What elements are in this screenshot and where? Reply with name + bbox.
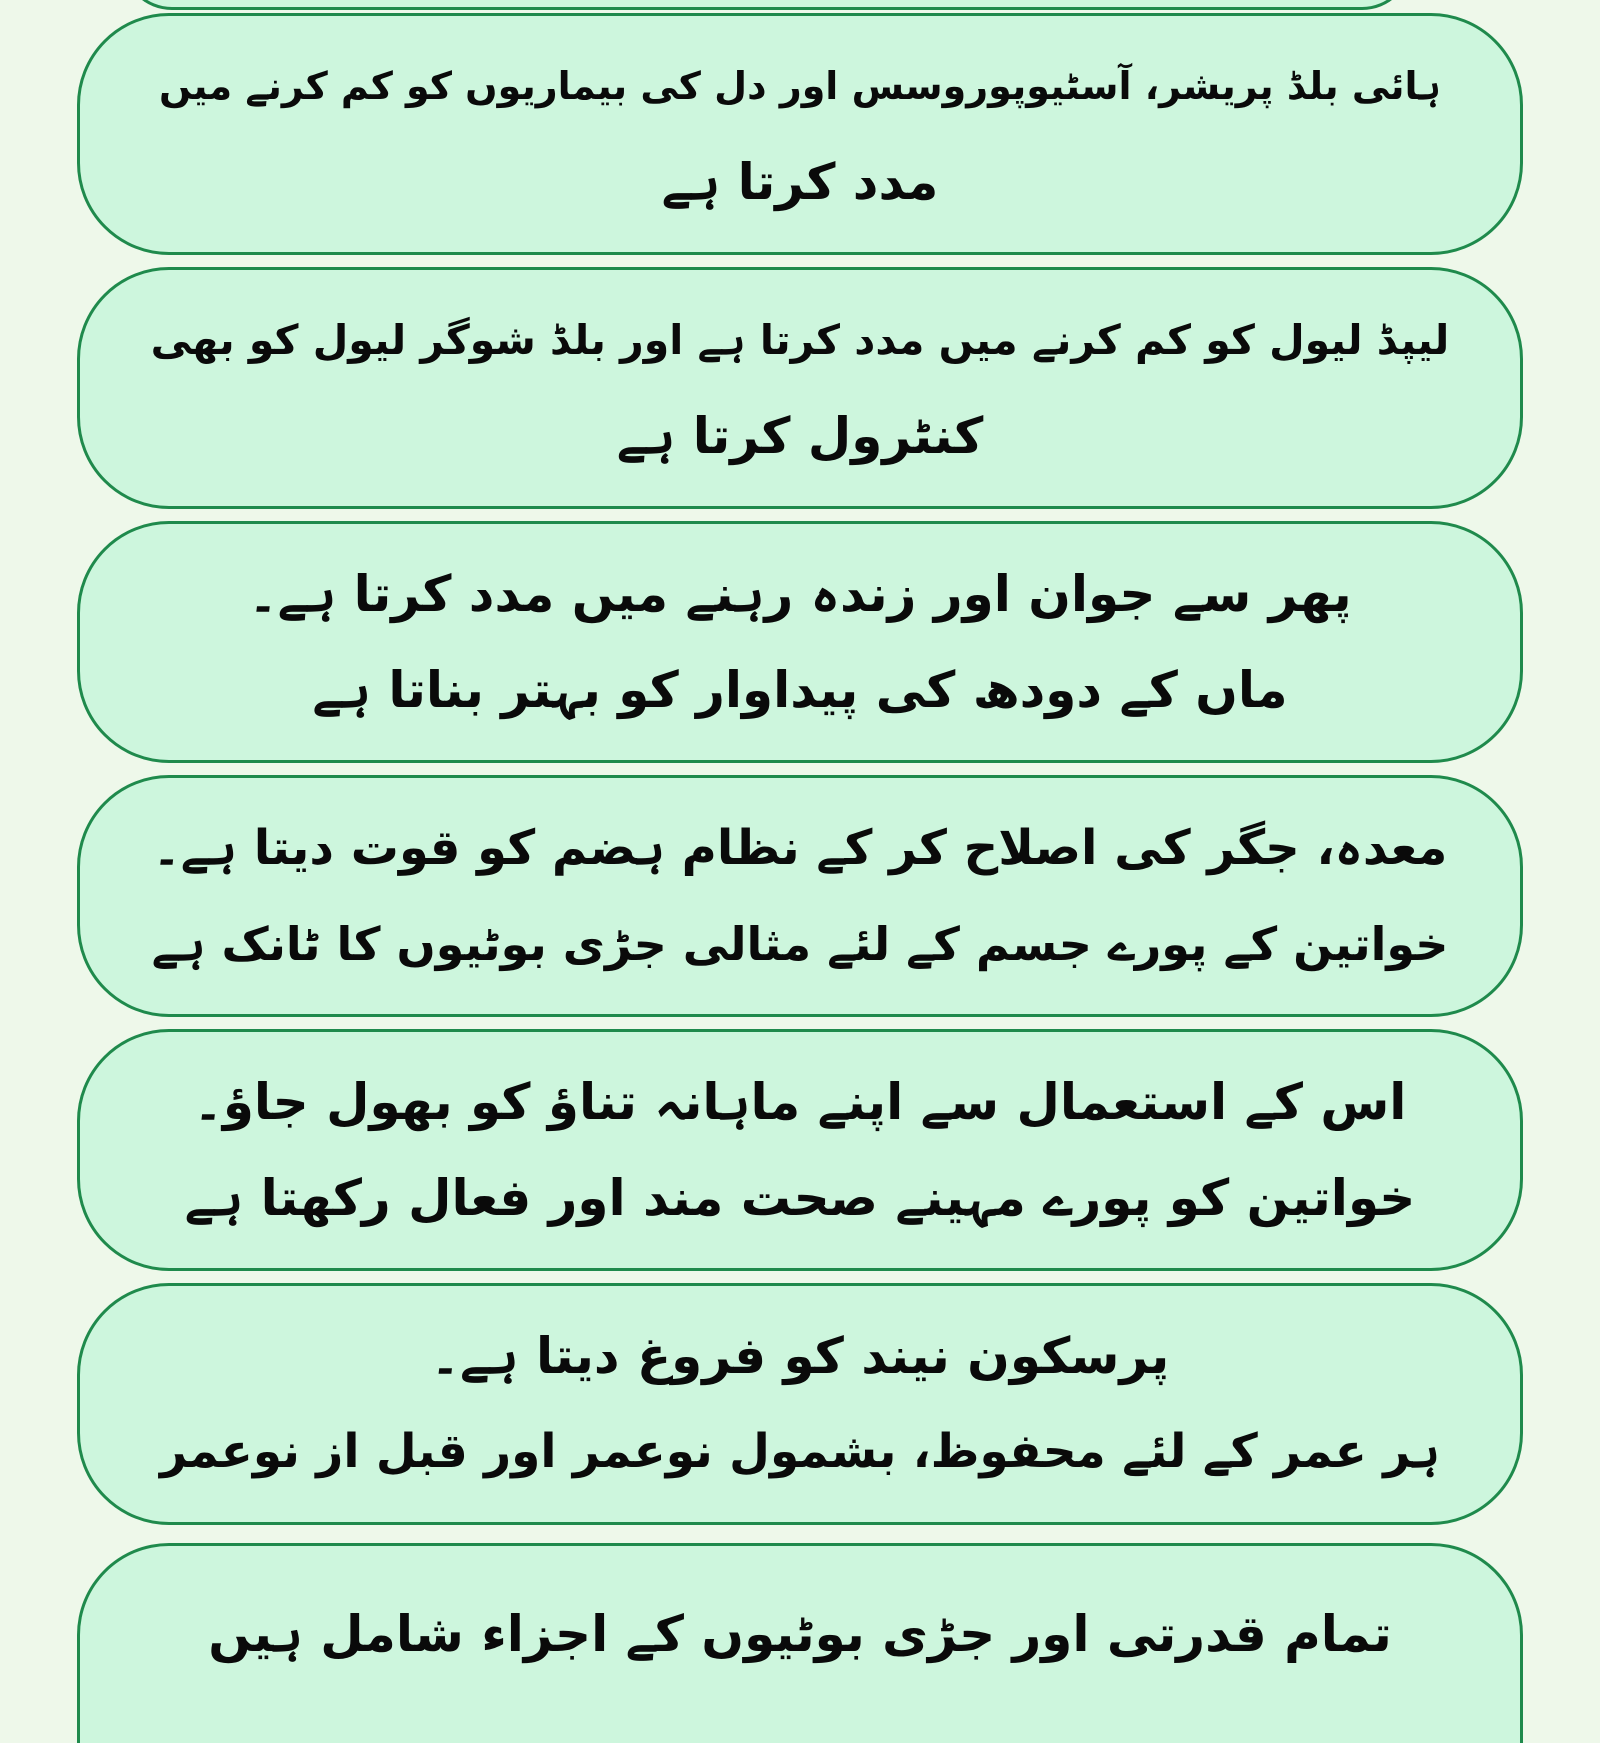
benefit-card-4 <box>77 775 1523 1017</box>
benefit-6-line-1: پرسکون نیند کو فروغ دیتا ہے۔ <box>430 1327 1170 1385</box>
benefit-1-line-1: ہائی بلڈ پریشر، آسٹیوپوروسس اور دل کی بیماریوں کو کم کرنے میں <box>158 64 1442 108</box>
benefit-card-1 <box>77 13 1523 255</box>
benefit-4-line-1: معدہ، جگر کی اصلاح کر کے نظام ہضم کو قوت دیتا ہے۔ <box>152 820 1448 876</box>
benefit-2-line-2: کنٹرول کرتا ہے <box>616 407 984 465</box>
benefit-6-line-2: ہر عمر کے لئے محفوظ، بشمول نوعمر اور قبل از نوعمر <box>159 1424 1441 1479</box>
benefit-3-line-1: پھر سے جوان اور زندہ رہنے میں مدد کرتا ہے۔ <box>248 565 1352 623</box>
benefit-1-line-2: مدد کرتا ہے <box>661 153 939 211</box>
benefit-card-5 <box>77 1029 1523 1271</box>
benefit-5-line-2: خواتین کو پورے مہینے صحت مند اور فعال رکھتا ہے <box>184 1169 1416 1227</box>
benefit-2-line-1: لیپڈ لیول کو کم کرنے میں مدد کرتا ہے اور بلڈ شوگر لیول کو بھی <box>150 316 1450 364</box>
benefit-card-3 <box>77 521 1523 763</box>
benefit-4-line-2: خواتین کے پورے جسم کے لئے مثالی جڑی بوٹیوں کا ٹانک ہے <box>151 917 1449 971</box>
benefit-card-7 <box>77 1543 1523 1743</box>
previous-card-edge <box>122 0 1412 10</box>
benefit-5-line-1: اس کے استعمال سے اپنے ماہانہ تناؤ کو بھول جاؤ۔ <box>193 1073 1407 1131</box>
benefit-3-line-2: ماں کے دودھ کی پیداوار کو بہتر بناتا ہے <box>312 661 1288 719</box>
benefit-card-6 <box>77 1283 1523 1525</box>
benefit-card-2 <box>77 267 1523 509</box>
benefit-7-line-1: تمام قدرتی اور جڑی بوٹیوں کے اجزاء شامل ہیں <box>208 1605 1392 1663</box>
